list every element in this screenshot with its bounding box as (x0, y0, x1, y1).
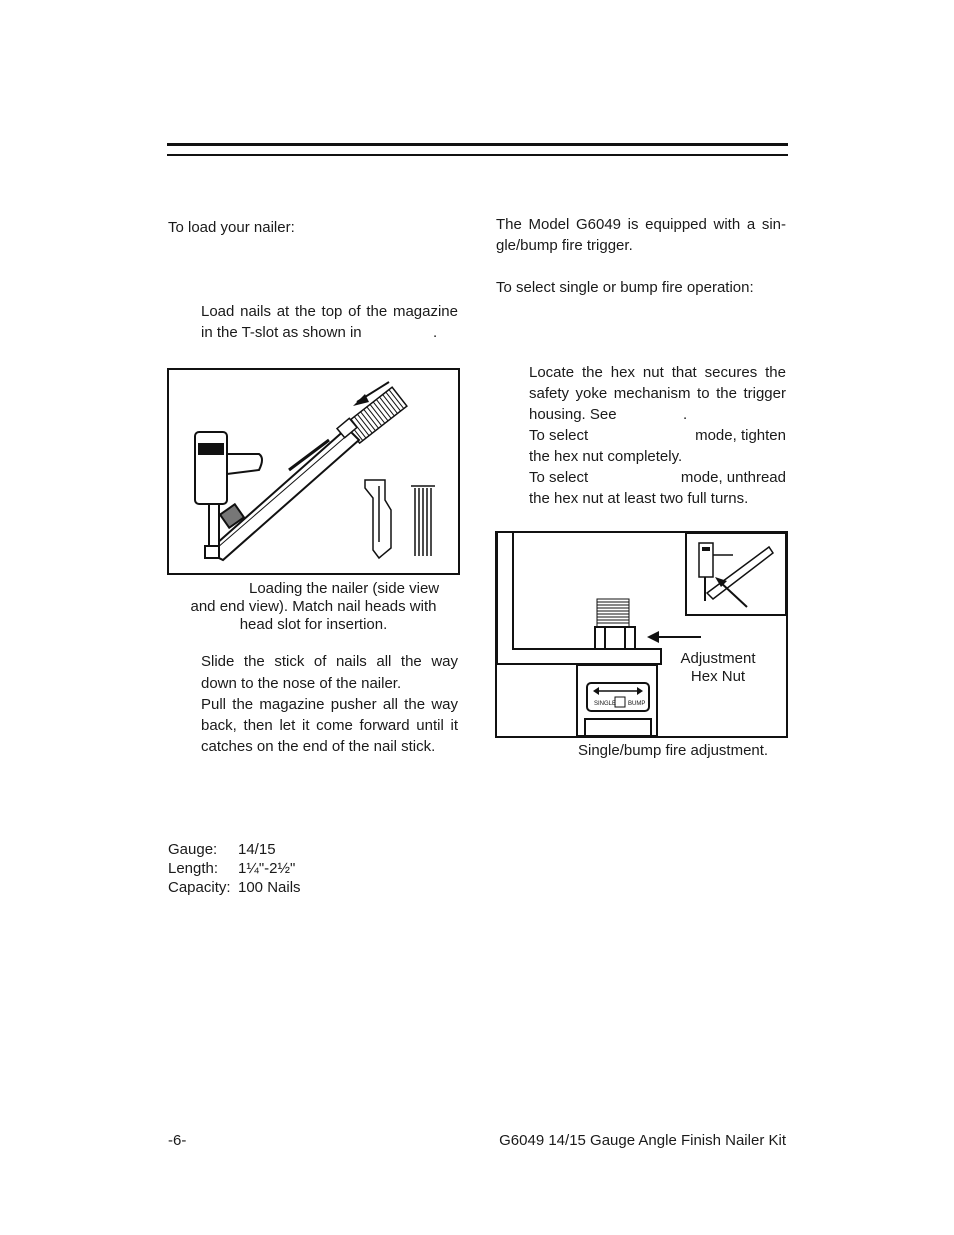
r-step1-period: . (683, 406, 688, 423)
figure1-caption-line2: and end view). Match nail heads with (190, 598, 437, 615)
figure2-caption: Single/bump fire adjustment. (578, 742, 769, 759)
page-number: -6- (168, 1132, 187, 1149)
r-step2-start: To select (529, 427, 589, 444)
select-intro: To select single or bump fire operation: (496, 279, 754, 296)
step1-period: . (433, 324, 438, 341)
nut-pointer-arrow-icon (647, 631, 701, 643)
step1-line1: Load nails at the top of the magazine (201, 303, 458, 320)
figure2-fire-adjustment (495, 531, 788, 738)
r-step3-line2: the hex nut at least two full turns. (529, 490, 749, 507)
r-step1-line3: housing. See (529, 406, 617, 423)
threaded-stud-icon (597, 599, 629, 627)
spec-capacity: Capacity: 100 Nails (168, 879, 301, 896)
figure1-caption-line1: Loading the nailer (side view (249, 580, 440, 597)
step1-line2: in the T-slot as shown in (201, 324, 362, 341)
nail-stick-end-view-icon (365, 480, 435, 558)
step2-line2: down to the nose of the nailer. (201, 675, 402, 692)
figure1-caption-line3: head slot for insertion. (239, 616, 388, 633)
r-step2-line2: the hex nut completely. (529, 448, 683, 465)
figure2-label-line2: Hex Nut (690, 668, 746, 685)
spec-gauge: Gauge: 14/15 (168, 841, 276, 858)
step3-line1: Pull the magazine pusher all the way (201, 696, 458, 713)
inset-nailer-icon (686, 533, 786, 615)
step3-line2: back, then let it come forward until it (201, 717, 458, 734)
hex-nut-closeup-illustration (497, 533, 786, 736)
switch-bump-label: BUMP (628, 701, 646, 707)
r-step1-line1: Locate the hex nut that secures the (529, 364, 786, 381)
footer-title: G6049 14/15 Gauge Angle Finish Nailer Kit (499, 1132, 786, 1149)
nailer-side-view-illustration (169, 370, 458, 573)
model-intro-line1: The Model G6049 is equipped with a sin- (496, 216, 786, 233)
header-rule-thin (167, 154, 788, 156)
switch-single-label: SINGLE (594, 701, 617, 707)
header-rule-thick (167, 143, 788, 146)
figure2-label-line1: Adjustment (680, 650, 756, 667)
model-intro-line2: gle/bump fire trigger. (496, 237, 633, 254)
step2-line1: Slide the stick of nails all the way (201, 653, 458, 670)
r-step3-end: mode, unthread (680, 469, 786, 486)
r-step1-line2: safety yoke mechanism to the trigger (529, 385, 786, 402)
r-step3-start: To select (529, 469, 589, 486)
figure1-loading-nailer (167, 368, 460, 575)
step3-line3: catches on the end of the nail stick. (201, 738, 436, 755)
load-intro: To load your nailer: (168, 219, 295, 236)
hex-nut-icon (595, 627, 635, 649)
magazine-icon (207, 418, 359, 560)
spec-length: Length: 1¼"-2½" (168, 860, 296, 877)
r-step2-end: mode, tighten (695, 427, 786, 444)
nail-specs (168, 840, 301, 897)
housing-icon (497, 533, 661, 664)
